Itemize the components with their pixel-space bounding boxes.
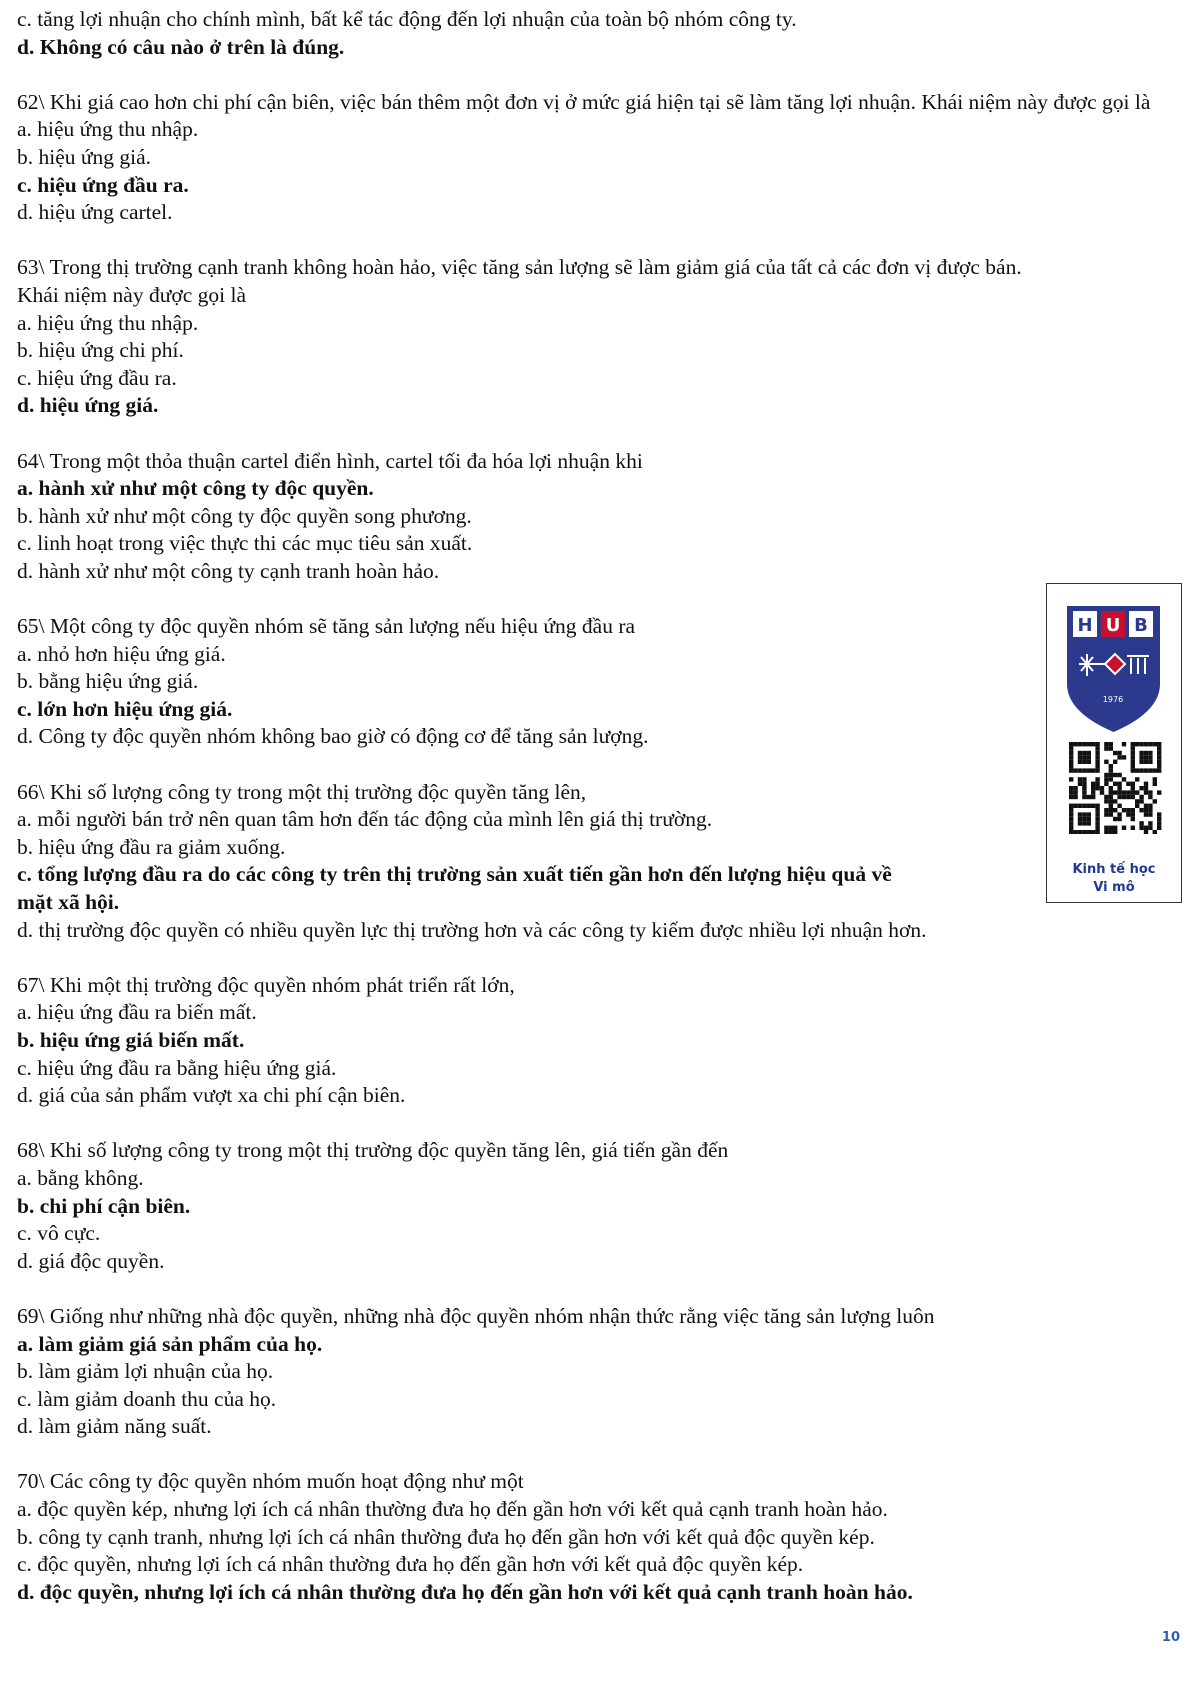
answer-option-correct: d. hiệu ứng giá.	[17, 393, 159, 418]
answer-option: a. mỗi người bán trở nên quan tâm hơn đến tác động của mình lên giá thị trường.	[17, 807, 713, 832]
question-block	[17, 89, 1177, 227]
badge-caption-course: Vi mô	[1093, 880, 1135, 895]
spacer	[17, 751, 1177, 779]
answer-option: d. hiệu ứng cartel.	[17, 200, 173, 225]
question-block	[17, 613, 1177, 751]
svg-text:B: B	[1134, 615, 1148, 636]
spacer	[17, 585, 1177, 613]
page-number: 10	[1161, 1630, 1180, 1645]
answer-option: a. hiệu ứng thu nhập.	[17, 117, 199, 142]
answer-option-correct: c. tổng lượng đầu ra do các công ty trên thị trường sản xuất tiến gần hơn đến lượng hiệu quả về	[17, 862, 892, 887]
svg-text:U: U	[1105, 615, 1121, 636]
answer-option-correct: a. làm giảm giá sản phẩm của họ.	[17, 1331, 323, 1356]
badge-caption-subject: Kinh tế học	[1072, 862, 1156, 877]
answer-option: b. bằng hiệu ứng giá.	[17, 669, 199, 694]
prev-option-d-correct: d. Không có câu nào ở trên là đúng.	[17, 34, 345, 59]
question-stem: 67\ Khi một thị trường độc quyền nhóm phát triển rất lớn,	[17, 972, 515, 997]
prev-option-c: c. tăng lợi nhuận cho chính mình, bất kể tác động đến lợi nhuận của toàn bộ nhóm công ty.	[17, 7, 797, 31]
question-stem: Khái niệm này được gọi là	[17, 282, 247, 307]
answer-option-correct: d. độc quyền, nhưng lợi ích cá nhân thường đưa họ đến gần hơn với kết quả cạnh tranh hoàn hảo.	[17, 1579, 913, 1604]
question-block	[17, 1468, 1177, 1606]
question-stem: 62\ Khi giá cao hơn chi phí cận biên, việc bán thêm một đơn vị ở mức giá hiện tại sẽ làm tăng lợi nhuận. Khái niệm này được gọi là	[17, 89, 1151, 114]
question-list	[17, 89, 1177, 1607]
question-stem: 63\ Trong thị trường cạnh tranh không hoàn hảo, việc tăng sản lượng sẽ làm giảm giá của tất cả các đơn vị được bán.	[17, 255, 1022, 280]
answer-option: b. hành xử như một công ty độc quyền song phương.	[17, 503, 472, 528]
answer-option: b. làm giảm lợi nhuận của họ.	[17, 1359, 274, 1384]
question-stem: 69\ Giống như những nhà độc quyền, những nhà độc quyền nhóm nhận thức rằng việc tăng sản lượng luôn	[17, 1303, 935, 1328]
answer-option: c. hiệu ứng đầu ra.	[17, 365, 177, 390]
question-block	[17, 1303, 1177, 1441]
answer-option: a. hiệu ứng đầu ra biến mất.	[17, 1000, 257, 1025]
answer-option-correct: c. hiệu ứng đầu ra.	[17, 172, 189, 197]
question-stem: 65\ Một công ty độc quyền nhóm sẽ tăng sản lượng nếu hiệu ứng đầu ra	[17, 614, 636, 639]
answer-option: c. linh hoạt trong việc thực thi các mục tiêu sản xuất.	[17, 531, 473, 556]
answer-option: b. công ty cạnh tranh, nhưng lợi ích cá nhân thường đưa họ đến gần hơn với kết quả độc quyền kép.	[17, 1524, 875, 1549]
spacer	[17, 1110, 1177, 1138]
answer-option-correct: mặt xã hội.	[17, 890, 120, 914]
question-document	[17, 6, 1177, 1606]
answer-option-correct: c. lớn hơn hiệu ứng giá.	[17, 696, 233, 721]
question-stem: 66\ Khi số lượng công ty trong một thị trường độc quyền tăng lên,	[17, 779, 587, 804]
answer-option: a. hiệu ứng thu nhập.	[17, 310, 199, 335]
answer-option: d. hành xử như một công ty cạnh tranh hoàn hảo.	[17, 558, 440, 583]
answer-option: c. độc quyền, nhưng lợi ích cá nhân thường đưa họ đến gần hơn với kết quả độc quyền kép.	[17, 1552, 804, 1577]
spacer	[17, 420, 1177, 448]
question-block	[17, 254, 1177, 420]
answer-option: a. độc quyền kép, nhưng lợi ích cá nhân thường đưa họ đến gần hơn với kết quả cạnh tranh hoàn hảo.	[17, 1497, 888, 1522]
spacer	[17, 227, 1177, 255]
answer-option: c. vô cực.	[17, 1221, 101, 1246]
question-block	[17, 779, 1177, 945]
question-block	[17, 448, 1177, 586]
question-stem: 68\ Khi số lượng công ty trong một thị trường độc quyền tăng lên, giá tiến gần đến	[17, 1138, 729, 1163]
answer-option: c. hiệu ứng đầu ra bằng hiệu ứng giá.	[17, 1055, 337, 1080]
question-stem: 64\ Trong một thỏa thuận cartel điển hình, cartel tối đa hóa lợi nhuận khi	[17, 448, 643, 473]
answer-option: a. nhỏ hơn hiệu ứng giá.	[17, 641, 226, 666]
answer-option: d. Công ty độc quyền nhóm không bao giờ có động cơ để tăng sản lượng.	[17, 724, 649, 749]
answer-option-correct: b. chi phí cận biên.	[17, 1193, 191, 1218]
spacer	[17, 1441, 1177, 1469]
hub-logo-badge	[1046, 583, 1182, 903]
answer-option: d. giá độc quyền.	[17, 1248, 165, 1273]
spacer	[17, 944, 1177, 972]
answer-option: c. làm giảm doanh thu của họ.	[17, 1386, 277, 1411]
answer-option: d. thị trường độc quyền có nhiều quyền lực thị trường hơn và các công ty kiếm được nhiều lợi nhuận hơn.	[17, 917, 927, 942]
question-stem: 70\ Các công ty độc quyền nhóm muốn hoạt động như một	[17, 1469, 524, 1494]
qr-code-icon	[1067, 740, 1163, 834]
answer-option: b. hiệu ứng giá.	[17, 144, 152, 169]
answer-option: d. làm giảm năng suất.	[17, 1414, 212, 1439]
hub-logo	[1047, 584, 1180, 834]
spacer	[17, 61, 1177, 89]
spacer	[17, 1275, 1177, 1303]
answer-option: b. hiệu ứng chi phí.	[17, 338, 184, 363]
svg-text:H: H	[1077, 615, 1093, 636]
answer-option-correct: a. hành xử như một công ty độc quyền.	[17, 476, 374, 501]
svg-text:1976: 1976	[1102, 695, 1124, 704]
question-block	[17, 972, 1177, 1110]
answer-option: d. giá của sản phẩm vượt xa chi phí cận biên.	[17, 1083, 406, 1108]
answer-option: b. hiệu ứng đầu ra giảm xuống.	[17, 834, 286, 859]
answer-option: a. bằng không.	[17, 1165, 144, 1190]
answer-option-correct: b. hiệu ứng giá biến mất.	[17, 1027, 245, 1052]
question-block	[17, 1137, 1177, 1275]
